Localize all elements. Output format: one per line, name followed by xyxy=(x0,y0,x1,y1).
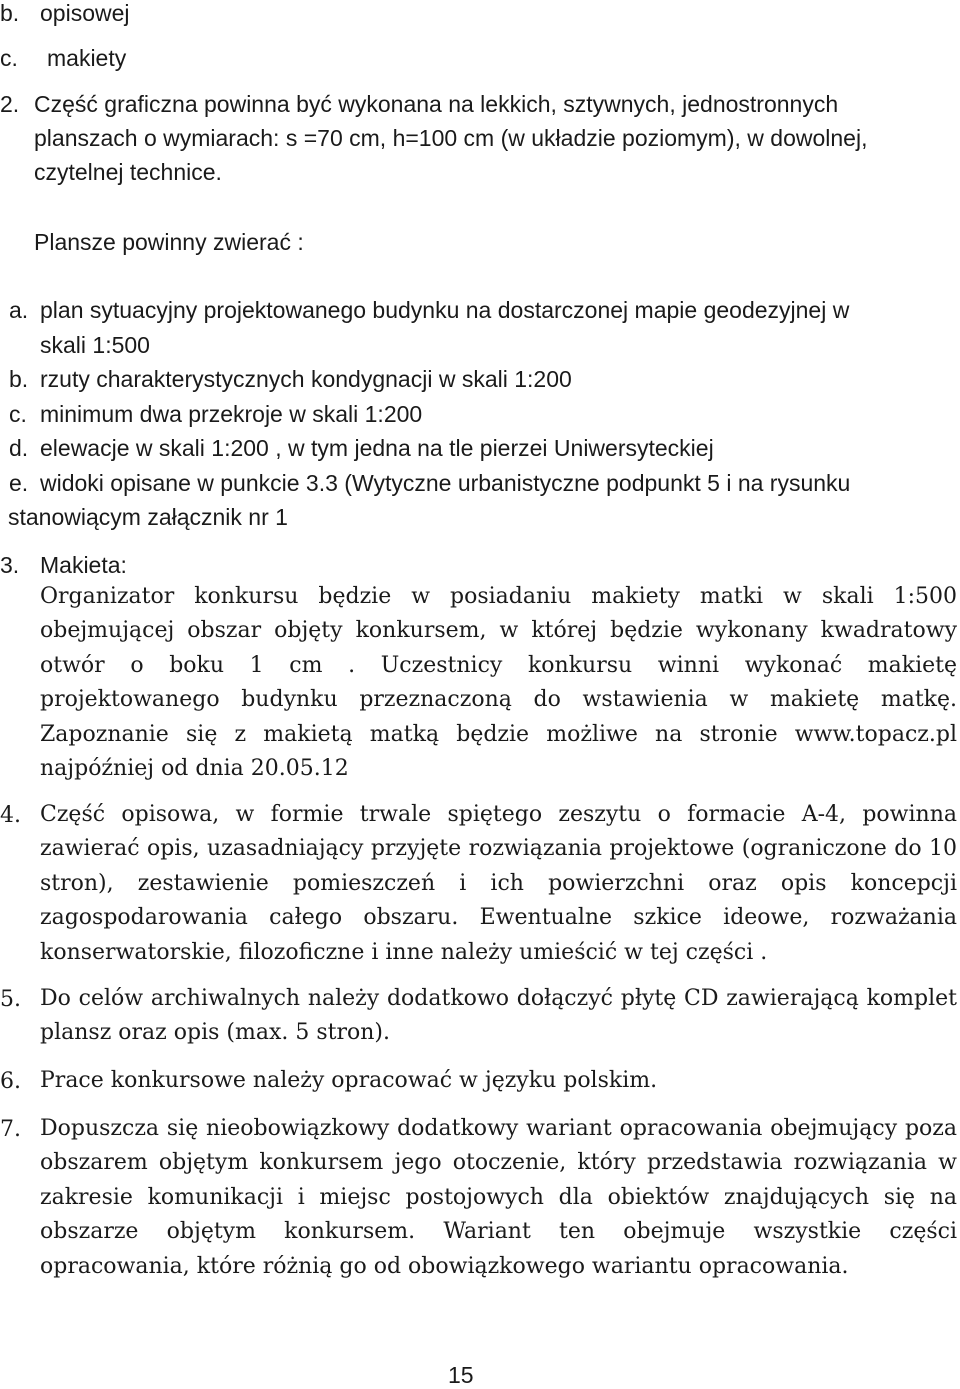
section-number: 5. xyxy=(0,987,21,1012)
paragraph-line: planszach o wymiarach: s =70 cm, h=100 cm (w układzie poziomym), w dowolnej, xyxy=(34,125,868,151)
section-body: Do celów archiwalnych należy dodatkowo dołączyć płytę CD zawierającą komplet plansz oraz opis (max. 5 stron). xyxy=(40,986,957,1046)
list-item-text: makiety xyxy=(47,45,127,71)
section-body: Prace konkursowe należy opracować w języku polskim. xyxy=(40,1068,658,1093)
list-item-text: widoki opisane w punkcie 3.3 (Wytyczne urbanistyczne podpunkt 5 i na rysunku xyxy=(40,470,851,496)
list-marker: e. xyxy=(9,470,29,496)
list-marker: b. xyxy=(9,366,29,392)
list-marker: a. xyxy=(9,297,29,323)
list-marker: c. xyxy=(9,401,27,427)
list-item-text: stanowiącym załącznik nr 1 xyxy=(8,504,288,530)
section-title: Makieta: xyxy=(40,552,127,578)
section-number: 6. xyxy=(0,1069,21,1094)
list-item-text: skali 1:500 xyxy=(40,332,150,358)
list-item-text: rzuty charakterystycznych kondygnacji w skali 1:200 xyxy=(40,366,572,392)
list-item-text: plan sytuacyjny projektowanego budynku na dostarczonej mapie geodezyjnej w xyxy=(40,297,850,323)
section-body: Część opisowa, w formie trwale spiętego zeszytu o formacie A-4, powinna zawierać opis, uzasadniający przyjęte rozwiązania projektowe (ograniczone do 10 stron), zestawienie pomieszczeń i ich powierzchni oraz opis koncepcji zagospodarowania całego obszaru. Ewentualne szkice ideowe, rozważania konserwatorskie, filozoficzne i inne należy umieścić w tej części . xyxy=(40,802,957,965)
section-number: 3. xyxy=(0,552,20,578)
paragraph-line: Część graficzna powinna być wykonana na lekkich, sztywnych, jednostronnych xyxy=(34,91,839,117)
list-marker: c. xyxy=(0,45,18,71)
list-item-text: elewacje w skali 1:200 , w tym jedna na tle pierzei Uniwersyteckiej xyxy=(40,435,714,461)
list-marker: b. xyxy=(0,0,20,26)
list-item-text: opisowej xyxy=(40,0,130,26)
list-intro: Plansze powinny zwierać : xyxy=(34,229,304,255)
list-item-text: minimum dwa przekroje w skali 1:200 xyxy=(40,401,423,427)
section-number: 4. xyxy=(0,803,21,828)
section-body: Dopuszcza się nieobowiązkowy dodatkowy wariant opracowania obejmujący poza obszarem objętym konkursem jego otoczenie, który przedstawia rozwiązania w zakresie komunikacji i miejsc postojowych dla obiektów znajdujących się na obszarze objętym konkursem. Wariant ten obejmuje wszystkie części opracowania, które różnią go od obowiązkowego wariantu opracowania. xyxy=(40,1116,957,1279)
paragraph-line: czytelnej technice. xyxy=(34,159,222,185)
section-number: 7. xyxy=(0,1117,21,1142)
page-number: 15 xyxy=(448,1362,474,1388)
section-body: Organizator konkursu będzie w posiadaniu makiety matki w skali 1:500 obejmującej obszar objęty konkursem, w której będzie wykonany kwadratowy otwór o boku 1 cm . Uczestnicy konkursu winni wykonać makietę projektowanego budynku przeznaczoną do wstawienia w makietę matkę. Zapoznanie się z makietą matką będzie możliwe na stronie www.topacz.pl najpóźniej od dnia 20.05.12 xyxy=(40,584,957,782)
section-number: 2. xyxy=(0,91,20,117)
list-marker: d. xyxy=(9,435,29,461)
